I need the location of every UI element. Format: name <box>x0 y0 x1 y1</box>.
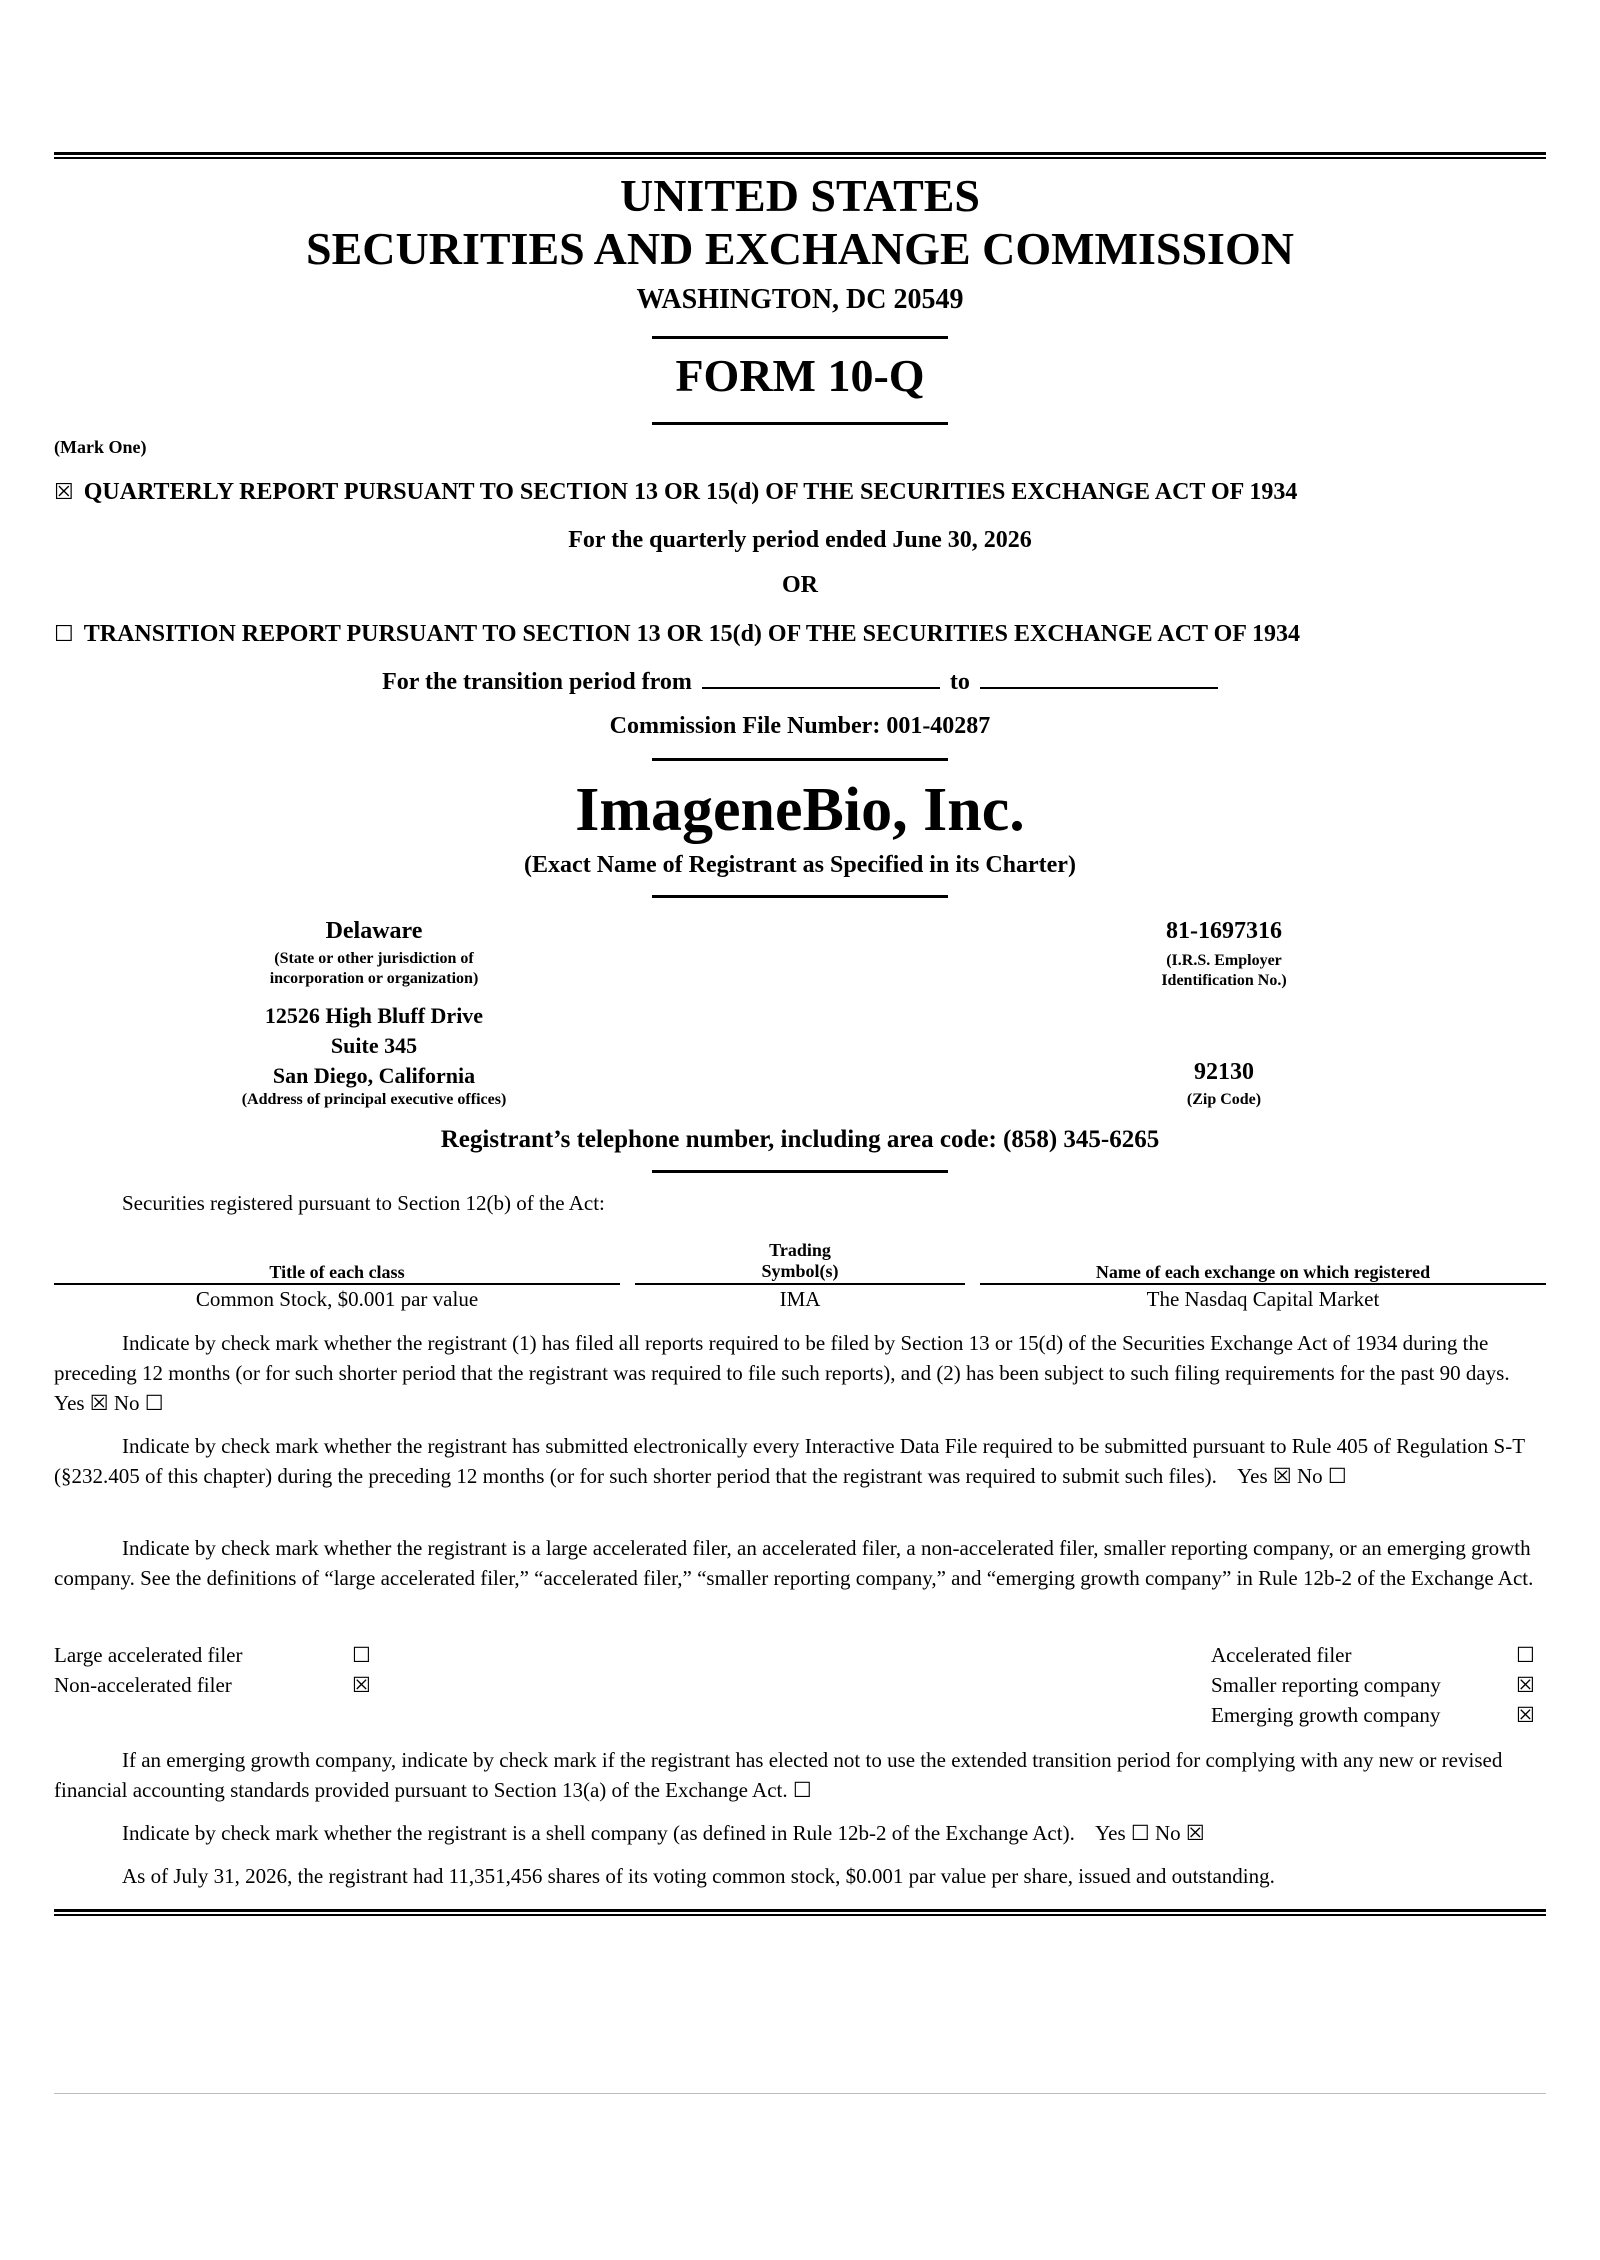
reports-filed-paragraph <box>54 1328 1546 1418</box>
security-title: Common Stock, $0.001 par value <box>195 1287 479 1311</box>
zip-code: 92130 <box>1194 1059 1254 1085</box>
form-title: FORM 10-Q <box>675 350 925 401</box>
reports-filed-answer[interactable]: Yes ☒ No ☐ <box>54 1391 164 1415</box>
filer-status-paragraph <box>54 1533 1546 1593</box>
header-line-1: UNITED STATES <box>619 170 981 221</box>
shares-outstanding-text: As of July 31, 2026, the registrant had 11,351,456 shares of its voting common stock, $0.001 par value per share, issued and outstanding. <box>122 1864 1275 1888</box>
divider <box>652 758 948 761</box>
filer-status-text: Indicate by check mark whether the registrant is a large accelerated filer, an accelerated filer, a non-accelerated filer, smaller reporting company, or an emerging growth company. See the definitions of “large accelerated filer,” “accelerated filer,” “smaller reporting company,” and “emerging growth company” in Rule 12b-2 of the Exchange Act. <box>54 1536 1534 1590</box>
large-accelerated-filer-checkbox[interactable]: ☐ <box>352 1643 371 1667</box>
interactive-data-paragraph <box>54 1431 1546 1491</box>
transition-report-text: TRANSITION REPORT PURSUANT TO SECTION 13 OR 15(d) OF THE SECURITIES EXCHANGE ACT OF 1934 <box>83 621 1301 647</box>
shares-outstanding-paragraph <box>54 1861 1546 1891</box>
page-footer-rule <box>54 2093 1546 2094</box>
securities-intro: Securities registered pursuant to Section 12(b) of the Act: <box>122 1191 605 1215</box>
smaller-reporting-company-label: Smaller reporting company <box>1211 1673 1441 1697</box>
accelerated-filer-label: Accelerated filer <box>1211 1643 1352 1667</box>
transition-period-line <box>54 665 1546 697</box>
transition-election-paragraph <box>54 1745 1546 1805</box>
address-line: San Diego, California <box>272 1063 476 1088</box>
divider <box>652 1170 948 1173</box>
address-line: 12526 High Bluff Drive <box>264 1003 484 1028</box>
security-symbol: IMA <box>779 1287 821 1311</box>
col-header-title: Title of each class <box>269 1262 405 1282</box>
col-header-symbol-line: Symbol(s) <box>761 1261 839 1281</box>
state-caption-line: incorporation or organization) <box>269 970 479 987</box>
quarterly-report-option[interactable] <box>54 476 1297 509</box>
transition-to-blank[interactable] <box>980 665 1218 689</box>
col-header-symbol <box>635 1240 965 1282</box>
address-line: Suite 345 <box>330 1033 418 1058</box>
registrant-name-caption: (Exact Name of Registrant as Specified in its Charter) <box>524 852 1076 878</box>
top-double-rule <box>54 152 1546 159</box>
shell-company-paragraph <box>54 1818 1546 1848</box>
bottom-double-rule <box>54 1909 1546 1916</box>
large-accelerated-filer-label: Large accelerated filer <box>54 1643 243 1667</box>
transition-election-text[interactable]: If an emerging growth company, indicate by check mark if the registrant has elected not to use the extended transition period for complying with any new or revised financial accounting standards provided pursuant to Section 13(a) of the Exchange Act. ☐ <box>54 1748 1503 1802</box>
state-of-incorporation: Delaware <box>325 918 423 944</box>
accelerated-filer-checkbox[interactable]: ☐ <box>1516 1643 1535 1667</box>
divider <box>652 422 948 425</box>
state-caption <box>214 949 534 989</box>
quarterly-report-text: QUARTERLY REPORT PURSUANT TO SECTION 13 OR 15(d) OF THE SECURITIES EXCHANGE ACT OF 1934 <box>83 479 1298 505</box>
emerging-growth-company-label: Emerging growth company <box>1211 1703 1441 1727</box>
interactive-data-text: Indicate by check mark whether the registrant has submitted electronically every Interactive Data File required to be submitted pursuant to Rule 405 of Regulation S-T (§232.405 of this chapter) during the preceding 12 months (or for such shorter period that the registrant was required to submit such files). <box>54 1434 1525 1488</box>
shell-company-text: Indicate by check mark whether the registrant is a shell company (as defined in Rule 12b-2 of the Exchange Act). <box>122 1821 1075 1845</box>
reports-filed-text: Indicate by check mark whether the registrant (1) has filed all reports required to be filed by Section 13 or 15(d) of the Securities Exchange Act of 1934 during the preceding 12 months (or for such shorter period that the registrant was required to file such reports), and (2) has been subject to such filing requirements for the past 90 days. <box>54 1331 1510 1385</box>
ein-caption <box>1064 951 1384 991</box>
quarterly-checkbox[interactable]: ☒ <box>54 480 74 505</box>
mark-one-label: (Mark One) <box>54 437 147 457</box>
commission-file-number: Commission File Number: 001-40287 <box>609 713 991 739</box>
table-header-rule <box>635 1283 965 1285</box>
header-line-3: WASHINGTON, DC 20549 <box>636 284 964 315</box>
employer-id-number: 81-1697316 <box>1166 918 1282 944</box>
transition-report-option[interactable] <box>54 618 1300 651</box>
header-line-2: SECURITIES AND EXCHANGE COMMISSION <box>306 223 1294 274</box>
or-text: OR <box>782 572 818 598</box>
col-header-exchange: Name of each exchange on which registered <box>1095 1262 1431 1282</box>
address-block <box>214 1001 534 1091</box>
table-header-rule <box>54 1283 620 1285</box>
zip-caption: (Zip Code) <box>1186 1091 1262 1108</box>
divider <box>652 895 948 898</box>
interactive-data-answer[interactable]: Yes ☒ No ☐ <box>1237 1464 1347 1488</box>
non-accelerated-filer-checkbox[interactable]: ☒ <box>352 1673 371 1697</box>
security-exchange: The Nasdaq Capital Market <box>1146 1287 1380 1311</box>
quarterly-period: For the quarterly period ended June 30, 2026 <box>568 527 1032 553</box>
registrant-name: ImageneBio, Inc. <box>575 776 1025 844</box>
ein-caption-line: (I.R.S. Employer <box>1166 952 1282 969</box>
registrant-telephone: Registrant’s telephone number, including area code: (858) 345-6265 <box>440 1126 1160 1153</box>
divider <box>652 336 948 339</box>
smaller-reporting-company-checkbox[interactable]: ☒ <box>1516 1673 1535 1697</box>
emerging-growth-company-checkbox[interactable]: ☒ <box>1516 1703 1535 1727</box>
ein-caption-line: Identification No.) <box>1161 972 1287 989</box>
transition-from-label: For the transition period from <box>382 669 692 695</box>
state-caption-line: (State or other jurisdiction of <box>274 950 474 967</box>
non-accelerated-filer-label: Non-accelerated filer <box>54 1673 232 1697</box>
transition-to-label: to <box>949 669 970 695</box>
form-10q-cover-page <box>54 0 1546 2260</box>
col-header-symbol-line: Trading <box>769 1240 831 1260</box>
address-caption: (Address of principal executive offices) <box>241 1091 507 1108</box>
transition-checkbox[interactable]: ☐ <box>54 622 74 647</box>
shell-company-answer[interactable]: Yes ☐ No ☒ <box>1095 1821 1205 1845</box>
transition-from-blank[interactable] <box>702 665 940 689</box>
table-header-rule <box>980 1283 1546 1285</box>
